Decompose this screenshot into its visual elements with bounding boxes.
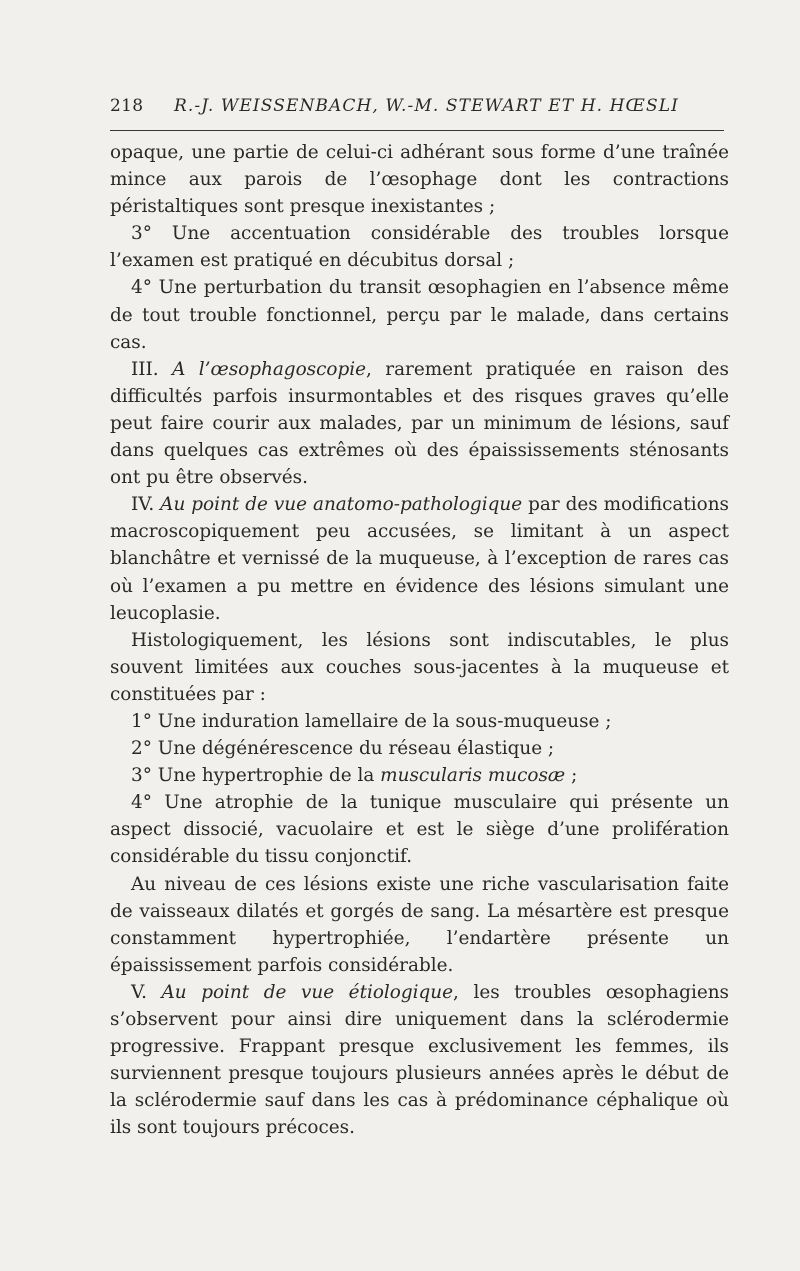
paragraph-histology: Histologiquement, les lésions sont indiscutables, le plus souvent limitées aux couches sous-jacentes à la muqueuse et constituées par : bbox=[110, 629, 729, 705]
item-lead: 3° Une hypertrophie de la bbox=[131, 765, 381, 787]
paragraph-item-1: 1° Une induration lamellaire de la sous-muqueuse ; bbox=[131, 710, 612, 732]
paragraph-section-iv bbox=[110, 491, 729, 626]
section-heading: A l’œsophagoscopie bbox=[172, 358, 366, 380]
paragraph-section-v bbox=[110, 979, 729, 1142]
section-text: , les troubles œsophagiens s’observent pour ainsi dire uniquement dans la sclérodermie progressive. Frappant presque exclusivement les femmes, ils surviennent presque toujours plusieurs années après le début de la sclérodermie sauf dans les cas à prédominance céphalique où ils sont toujours précoces. bbox=[110, 981, 729, 1139]
item-rest: ; bbox=[565, 765, 578, 787]
section-heading: Au point de vue anatomo-pathologique bbox=[160, 494, 523, 516]
paragraph-item-2: 2° Une dégénérescence du réseau élastique ; bbox=[131, 738, 555, 760]
paragraph-item-3-muscularis bbox=[110, 762, 729, 789]
paragraph-item-3: 3° Une accentuation considérable des troubles lorsque l’examen est pratiqué en décubitus dorsal ; bbox=[110, 223, 729, 272]
section-text: , rarement pratiquée en raison des difficultés parfois insurmontables et des risques graves qu’elle peut faire courir aux malades, par un minimum de lésions, sauf dans quelques cas extrêmes où des épaississements sténosants ont pu être observés. bbox=[110, 358, 729, 489]
paragraph-item-4-atrophie: 4° Une atrophie de la tunique musculaire qui présente un aspect dissocié, vacuolaire et est le siège d’une prolifération considérable du tissu conjonctif. bbox=[110, 792, 729, 868]
item-emphasis: muscularis mucosæ bbox=[380, 765, 566, 787]
body-text bbox=[110, 139, 729, 1141]
page-number: 218 bbox=[110, 96, 144, 116]
paragraph-item-4: 4° Une perturbation du transit œsophagien en l’absence même de tout trouble fonctionnel, perçu par le malade, dans certains cas. bbox=[110, 277, 729, 353]
paragraph-section-iii bbox=[110, 356, 729, 491]
running-header bbox=[110, 96, 724, 126]
section-numeral: IV. bbox=[131, 494, 161, 516]
section-numeral: III. bbox=[131, 358, 173, 380]
paragraph-vascularisation: Au niveau de ces lésions existe une riche vascularisation faite de vaisseaux dilatés et gorgés de sang. La mésartère est presque constamment hypertrophiée, l’endartère présente un épaississement parfois considérable. bbox=[110, 873, 729, 976]
paragraph-continuation: opaque, une partie de celui-ci adhérant sous forme d’une traînée mince aux parois de l’œsophage dont les contractions péristaltiques sont presque inexistantes ; bbox=[110, 142, 729, 218]
header-rule bbox=[110, 130, 724, 131]
section-text: par des modifications macroscopiquement peu accusées, se limitant à un aspect blanchâtre et vernissé de la muqueuse, à l’exception de rares cas où l’examen a pu mettre en évidence des lésions simulant une leucoplasie. bbox=[110, 494, 729, 624]
section-heading: Au point de vue étiologique bbox=[161, 981, 454, 1003]
section-numeral: V. bbox=[131, 981, 162, 1003]
running-title: R.-J. WEISSENBACH, W.-M. STEWART ET H. HŒSLI bbox=[174, 96, 679, 116]
